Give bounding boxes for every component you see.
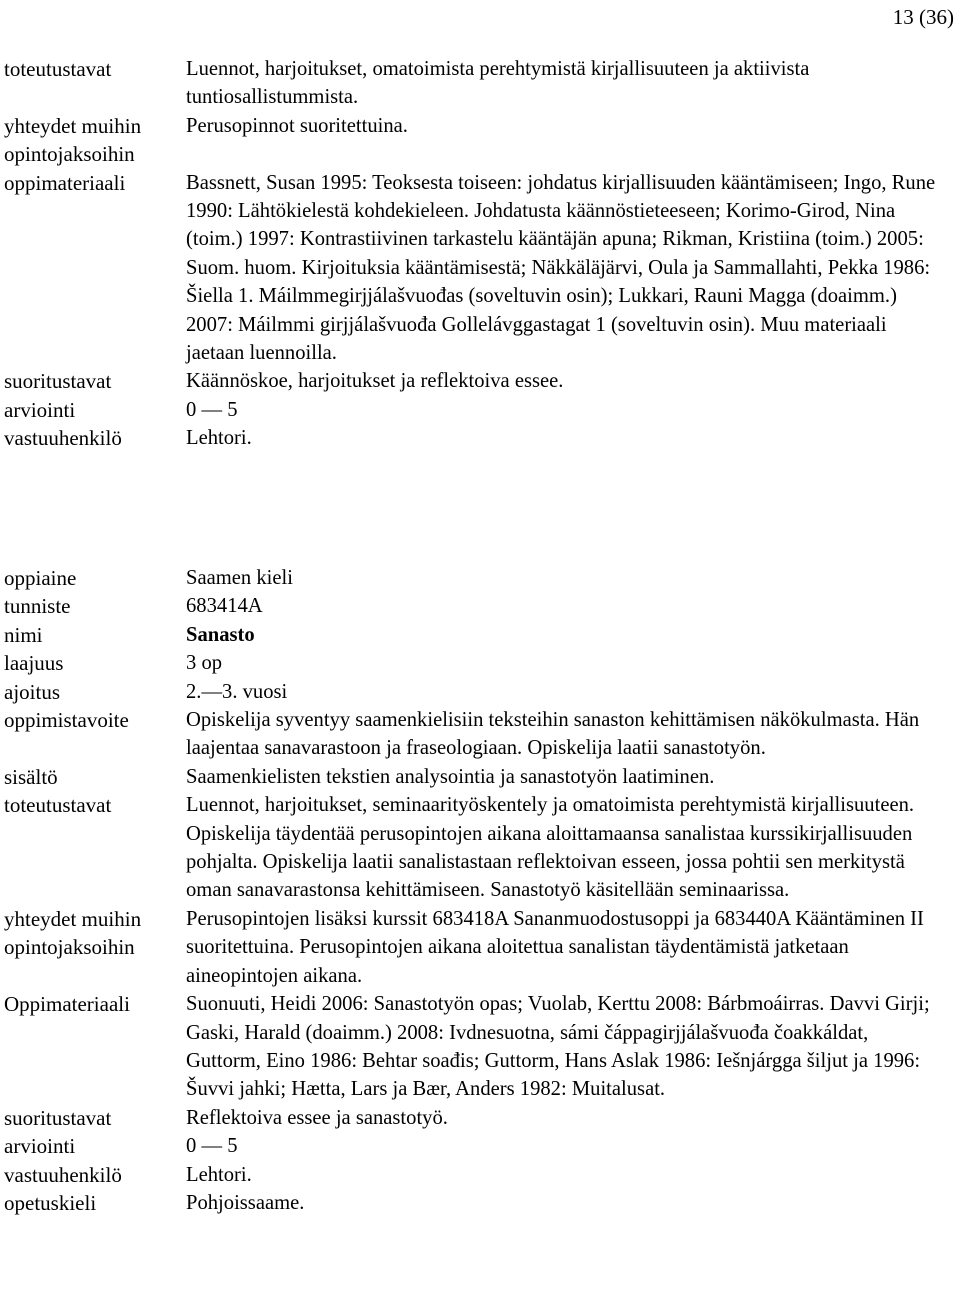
field-value: 683414A [186, 595, 263, 618]
field-label: vastuuhenkilö [4, 1162, 122, 1187]
field-label: arviointi [4, 1134, 76, 1159]
field-label: toteutustavat [4, 57, 112, 81]
field-label: oppimateriaali [4, 170, 126, 195]
field-value: Luennot, harjoitukset, seminaarityöskentely ja omatoimista perehtymistä kirjallisuuteen. Opiskelija täydentää perusopintojen aikana aloittamaansa sanalistaa kurssikirjallisuuden pohjalta. Opiskelija laatii sanalistastaan reflektoivan esseen, jossa pohtii sen merkitystä oman sanavarastonsa kehittämiseen. Sanastotyö käsitellään seminaarissa. [186, 794, 915, 902]
field-value: 0 — 5 [186, 1135, 238, 1158]
field-label: oppiaine [4, 566, 77, 590]
field-value: Saamenkielisten tekstien analysointia ja sanastotyön laatiminen. [186, 765, 715, 788]
field-value: Perusopintojen lisäksi kurssit 683418A Sananmuodostusoppi ja 683440A Kääntäminen II suoritettuina. Perusopintojen aikana aloitettua sanalistan täydentämistä jatketaan aineopintojen aikana. [186, 907, 924, 987]
field-label: oppimistavoite [4, 708, 129, 733]
field-value: Saamen kieli [186, 567, 293, 589]
field-value: 2.—3. vuosi [186, 680, 288, 703]
field-row-laajuus [4, 649, 954, 677]
field-row-oppimateriaali [4, 990, 954, 1104]
field-value: Suonuuti, Heidi 2006: Sanastotyön opas; Vuolab, Kerttu 2008: Bárbmoáirras. Davvi Girji; Gaski, Harald (doaimm.) 2008: Ivdnesuotna, sámi čáppagirjjálašvuođa čoakkáldat, Guttorm, Eino 1986: Behtar soađis; Guttorm, Hans Aslak 1986: Iešnjárgga šiljut ja 1996: Šuvvi jahki; Hætta, Lars ja Bær, Anders 1982: Muitalusat. [186, 993, 930, 1101]
field-row-vastuuhenkilo [4, 424, 954, 452]
field-value: Pohjoissaame. [186, 1191, 305, 1214]
field-label: suoritustavat [4, 1105, 112, 1130]
field-label: ajoitus [4, 679, 60, 704]
field-row-toteutustavat [4, 791, 954, 905]
field-label: sisältö [4, 764, 58, 789]
field-label: vastuuhenkilö [4, 426, 122, 451]
course-section-1 [4, 55, 954, 453]
field-label: laajuus [4, 651, 64, 676]
field-row-suoritustavat [4, 367, 954, 395]
field-row-suoritustavat [4, 1104, 954, 1132]
field-label: yhteydet muihin opintojaksoihin [4, 113, 142, 167]
field-row-yhteydet [4, 112, 954, 169]
field-row-oppimateriaali [4, 169, 954, 368]
field-label: arviointi [4, 397, 76, 422]
field-value: Bassnett, Susan 1995: Teoksesta toiseen: johdatus kirjallisuuden kääntämiseen; Ingo, Rune 1990: Lähtökielestä kohdekieleen. Johdatusta käännöstieteeseen; Korimo-Girod, Nina (toim.) 1997: Kontrastiivinen tarkastelu kääntäjän apuna; Rikman, Kristiina (toim.) 2005: Suom. huom. Kirjoituksia kääntämisestä; Näkkäläjärvi, Oula ja Sammallahti, Pekka 1986: Šiella 1. Máilmmegirjjálašvuođas (soveltuvin osin); Lukkari, Rauni Magga (doaimm.) 2007: Máilmmi girjjálašvuođa Gollelávggastagat 1 (soveltuvin osin). Muu materiaali jaetaan luennoilla. [186, 171, 936, 365]
field-label: yhteydet muihin opintojaksoihin [4, 906, 142, 960]
field-row-sisalto [4, 763, 954, 791]
field-row-tunniste [4, 592, 954, 620]
field-row-ajoitus [4, 678, 954, 706]
field-row-oppiaine [4, 564, 954, 592]
field-value: Opiskelija syventyy saamenkielisiin teksteihin sanaston kehittämisen näkökulmasta. Hän laajentaa sanavarastoon ja fraseologiaan. Opiskelija laatii sanastotyön. [186, 709, 920, 760]
field-value: Lehtori. [186, 427, 252, 450]
course-name: Sanasto [186, 623, 255, 646]
field-row-toteutustavat [4, 55, 954, 112]
course-section-2 [4, 564, 954, 1217]
field-value: Käännöskoe, harjoitukset ja reflektoiva essee. [186, 370, 564, 393]
field-label: Oppimateriaali [4, 992, 130, 1017]
field-value: Reflektoiva essee ja sanastotyö. [186, 1106, 448, 1129]
field-row-arviointi [4, 396, 954, 424]
field-value: Lehtori. [186, 1163, 252, 1186]
field-label: tunniste [4, 594, 71, 619]
field-label: nimi [4, 622, 43, 647]
field-label: opetuskieli [4, 1190, 97, 1215]
page-number: 13 (36) [892, 5, 954, 29]
field-row-nimi [4, 621, 954, 649]
field-row-yhteydet [4, 905, 954, 990]
field-row-arviointi [4, 1132, 954, 1160]
field-value: 3 op [186, 652, 223, 675]
field-value: Luennot, harjoitukset, omatoimista perehtymistä kirjallisuuteen ja aktiivista tuntiosallistummista. [186, 58, 810, 109]
field-value: Perusopinnot suoritettuina. [186, 114, 408, 137]
field-row-opetuskieli [4, 1189, 954, 1217]
field-row-vastuuhenkilo [4, 1161, 954, 1189]
field-row-oppimistavoite [4, 706, 954, 763]
field-label: toteutustavat [4, 793, 112, 818]
field-label: suoritustavat [4, 369, 112, 394]
field-value: 0 — 5 [186, 398, 238, 421]
